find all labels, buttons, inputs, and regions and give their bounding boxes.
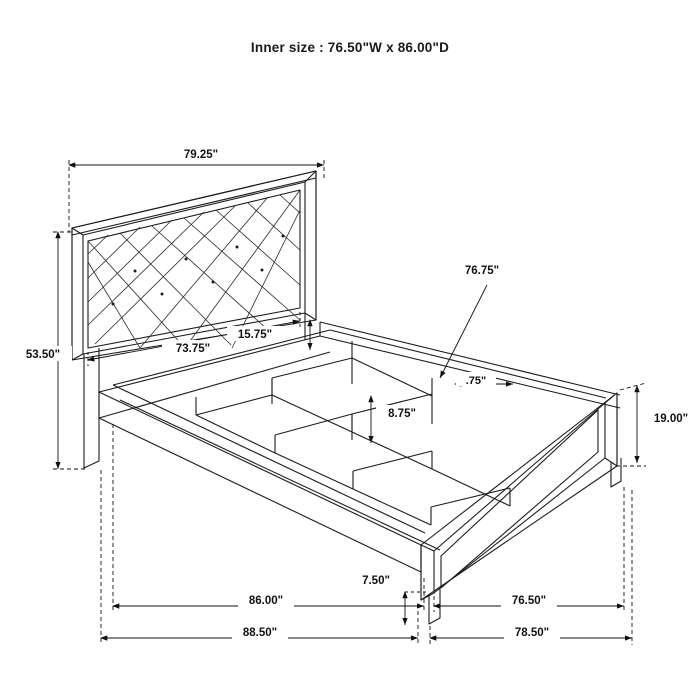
dim-headboard-width: 79.25" (183, 149, 219, 161)
headboard-tufted-panel (88, 190, 300, 348)
dim-mattress-width: 76.75" (464, 265, 500, 277)
page-title: Inner size : 76.50"W x 86.00"D (250, 40, 450, 55)
dim-headboard-to-rail: 15.75" (237, 329, 273, 341)
dim-headboard-panel-width: 73.75" (175, 343, 211, 355)
tufting-pattern (88, 190, 300, 348)
dim-headboard-height: 53.50" (25, 349, 61, 361)
dim-inner-depth: 86.00" (248, 595, 284, 607)
dim-inner-width: 76.50" (511, 595, 547, 607)
dim-leg-height: 7.50" (362, 575, 390, 587)
dim-overall-width: 78.50" (514, 627, 550, 639)
bed-drawing (72, 171, 621, 624)
dim-rail-thickness: .75" (465, 375, 487, 387)
dimension-lines (53, 160, 646, 645)
dim-overall-depth: 88.50" (242, 627, 278, 639)
dimension-labels (14, 146, 697, 640)
dim-slat-height: 8.75" (388, 408, 416, 420)
bed-frame (99, 322, 620, 572)
dim-footboard-height: 19.00" (653, 413, 689, 425)
footboard (421, 393, 621, 624)
